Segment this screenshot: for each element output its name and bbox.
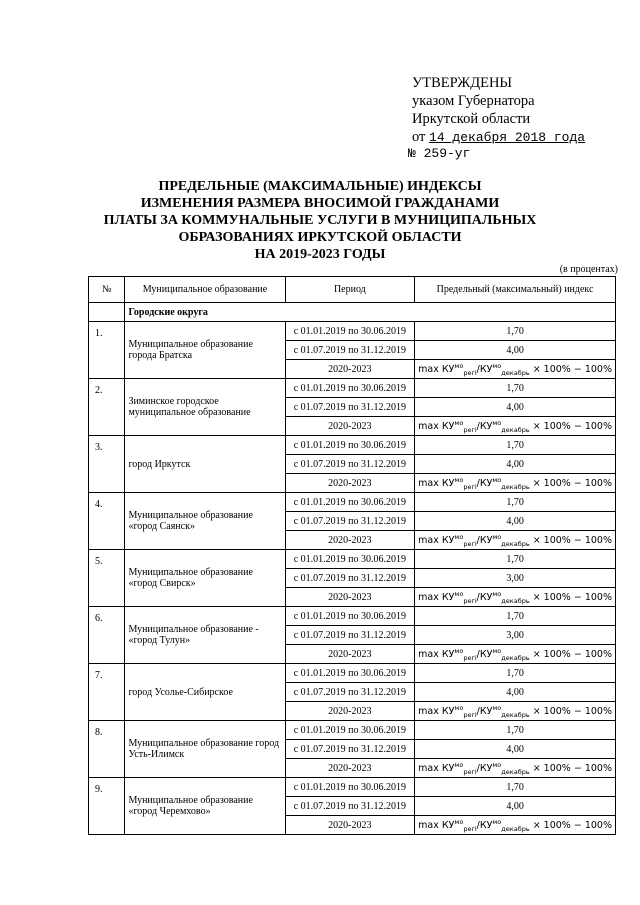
- period-cell: с 01.01.2019 по 30.06.2019: [285, 379, 415, 398]
- formula-sup1: мо: [454, 817, 464, 826]
- formula-sub1: регi: [463, 824, 477, 833]
- period-cell: 2020-2023: [285, 360, 415, 379]
- formula-sub2: декабрь: [501, 653, 530, 662]
- municipality-name: Муниципальное образование город Усть-Илимск: [125, 721, 285, 778]
- header-num: №: [89, 277, 125, 303]
- formula-tail: × 100% − 100%: [529, 363, 612, 375]
- index-value: 4,00: [415, 797, 616, 816]
- header-index: Предельный (максимальный) индекс: [415, 277, 616, 303]
- table-row: [89, 436, 616, 455]
- formula-sup1: мо: [454, 646, 464, 655]
- period-cell: 2020-2023: [285, 702, 415, 721]
- formula: [418, 703, 612, 719]
- period-cell: 2020-2023: [285, 816, 415, 835]
- index-formula: [415, 645, 616, 664]
- index-value: 1,70: [415, 379, 616, 398]
- formula: [418, 418, 612, 434]
- period-cell: 2020-2023: [285, 417, 415, 436]
- row-number: 9.: [89, 778, 125, 835]
- formula: [418, 475, 612, 491]
- formula-sub1: регi: [463, 539, 477, 548]
- approval-date-prefix: от: [412, 129, 426, 145]
- formula-slash: /КУ: [476, 420, 493, 432]
- index-value: 4,00: [415, 740, 616, 759]
- row-number: 4.: [89, 493, 125, 550]
- index-value: 4,00: [415, 398, 616, 417]
- formula: [418, 532, 612, 548]
- title-line-3: ПЛАТЫ ЗА КОММУНАЛЬНЫЕ УСЛУГИ В МУНИЦИПАЛЬНЫХ: [103, 213, 537, 228]
- index-value: 1,70: [415, 607, 616, 626]
- period-cell: с 01.01.2019 по 30.06.2019: [285, 493, 415, 512]
- index-formula: [415, 702, 616, 721]
- header-municipality: Муниципальное образование: [125, 277, 285, 303]
- municipality-name: город Усолье-Сибирское: [125, 664, 285, 721]
- period-cell: с 01.07.2019 по 31.12.2019: [285, 512, 415, 531]
- formula-slash: /КУ: [476, 534, 493, 546]
- index-formula: [415, 531, 616, 550]
- index-value: 1,70: [415, 664, 616, 683]
- formula-sub2: декабрь: [501, 767, 530, 776]
- formula-sup2: мо: [492, 589, 502, 598]
- formula-tail: × 100% − 100%: [529, 762, 612, 774]
- decree-number: № 259-уг: [408, 146, 471, 161]
- formula-sup1: мо: [454, 361, 464, 370]
- formula-slash: /КУ: [476, 762, 493, 774]
- approval-line-3: Иркутской области: [412, 111, 531, 127]
- formula-sup2: мо: [492, 760, 502, 769]
- table-row: [89, 322, 616, 341]
- index-value: 4,00: [415, 455, 616, 474]
- municipality-name: Муниципальное образование - «город Тулун»: [125, 607, 285, 664]
- period-cell: 2020-2023: [285, 531, 415, 550]
- municipality-name: Муниципальное образование «город Саянск»: [125, 493, 285, 550]
- period-cell: с 01.01.2019 по 30.06.2019: [285, 607, 415, 626]
- formula-tail: × 100% − 100%: [529, 591, 612, 603]
- period-cell: с 01.07.2019 по 31.12.2019: [285, 341, 415, 360]
- index-formula: [415, 816, 616, 835]
- table-row: [89, 379, 616, 398]
- title-line-2: ИЗМЕНЕНИЯ РАЗМЕРА ВНОСИМОЙ ГРАЖДАНАМИ: [140, 196, 500, 211]
- row-number: 1.: [89, 322, 125, 379]
- formula-sub1: регi: [463, 425, 477, 434]
- index-formula: [415, 759, 616, 778]
- formula-tail: × 100% − 100%: [529, 648, 612, 660]
- index-table: [88, 276, 616, 835]
- formula-max: max КУ: [418, 705, 455, 717]
- period-cell: 2020-2023: [285, 474, 415, 493]
- index-value: 1,70: [415, 493, 616, 512]
- approval-date: 14 декабря 2018 года: [429, 130, 586, 145]
- formula-sup1: мо: [454, 475, 464, 484]
- index-value: 1,70: [415, 322, 616, 341]
- formula-slash: /КУ: [476, 705, 493, 717]
- index-formula: [415, 417, 616, 436]
- formula-sub1: регi: [463, 767, 477, 776]
- formula-sup1: мо: [454, 418, 464, 427]
- formula: [418, 817, 612, 833]
- index-value: 1,70: [415, 550, 616, 569]
- period-cell: с 01.07.2019 по 31.12.2019: [285, 683, 415, 702]
- formula-sup1: мо: [454, 760, 464, 769]
- formula-sup1: мо: [454, 703, 464, 712]
- municipality-name: Муниципальное образование города Братска: [125, 322, 285, 379]
- formula-sup2: мо: [492, 703, 502, 712]
- formula-max: max КУ: [418, 534, 455, 546]
- index-value: 1,70: [415, 436, 616, 455]
- index-value: 4,00: [415, 683, 616, 702]
- index-value: 4,00: [415, 341, 616, 360]
- period-cell: 2020-2023: [285, 588, 415, 607]
- formula-max: max КУ: [418, 591, 455, 603]
- formula-sub1: регi: [463, 368, 477, 377]
- period-cell: с 01.01.2019 по 30.06.2019: [285, 664, 415, 683]
- index-value: 4,00: [415, 512, 616, 531]
- table-header-row: [89, 277, 616, 303]
- formula-slash: /КУ: [476, 477, 493, 489]
- period-cell: с 01.07.2019 по 31.12.2019: [285, 740, 415, 759]
- row-number: 3.: [89, 436, 125, 493]
- formula-sup2: мо: [492, 361, 502, 370]
- table-row: [89, 778, 616, 797]
- period-cell: с 01.07.2019 по 31.12.2019: [285, 569, 415, 588]
- approval-date-line: [412, 128, 585, 147]
- formula-sub1: регi: [463, 710, 477, 719]
- row-number: 6.: [89, 607, 125, 664]
- formula-sup2: мо: [492, 475, 502, 484]
- formula-max: max КУ: [418, 762, 455, 774]
- index-formula: [415, 474, 616, 493]
- table-row: [89, 664, 616, 683]
- row-number: 7.: [89, 664, 125, 721]
- formula-max: max КУ: [418, 363, 455, 375]
- formula-sub2: декабрь: [501, 710, 530, 719]
- period-cell: с 01.01.2019 по 30.06.2019: [285, 436, 415, 455]
- table-row: [89, 607, 616, 626]
- formula-sup2: мо: [492, 646, 502, 655]
- formula-sup2: мо: [492, 817, 502, 826]
- period-cell: с 01.07.2019 по 31.12.2019: [285, 626, 415, 645]
- period-cell: с 01.01.2019 по 30.06.2019: [285, 721, 415, 740]
- formula: [418, 589, 612, 605]
- row-number: 2.: [89, 379, 125, 436]
- approval-line-1: УТВЕРЖДЕНЫ: [412, 75, 513, 91]
- formula-tail: × 100% − 100%: [529, 420, 612, 432]
- period-cell: с 01.01.2019 по 30.06.2019: [285, 322, 415, 341]
- row-number: 8.: [89, 721, 125, 778]
- period-cell: 2020-2023: [285, 759, 415, 778]
- formula-sub1: регi: [463, 653, 477, 662]
- unit-note: (в процентах): [559, 264, 618, 275]
- formula-sub2: декабрь: [501, 596, 530, 605]
- period-cell: с 01.01.2019 по 30.06.2019: [285, 778, 415, 797]
- header-period: Период: [285, 277, 415, 303]
- table-row: [89, 493, 616, 512]
- formula-slash: /КУ: [476, 819, 493, 831]
- formula-max: max КУ: [418, 648, 455, 660]
- index-formula: [415, 588, 616, 607]
- approval-stamp: [412, 74, 585, 147]
- row-number: 5.: [89, 550, 125, 607]
- municipality-name: город Иркутск: [125, 436, 285, 493]
- formula-slash: /КУ: [476, 591, 493, 603]
- table-row: [89, 721, 616, 740]
- formula-tail: × 100% − 100%: [529, 819, 612, 831]
- period-cell: с 01.01.2019 по 30.06.2019: [285, 550, 415, 569]
- formula-sup1: мо: [454, 532, 464, 541]
- formula-sub2: декабрь: [501, 425, 530, 434]
- formula-slash: /КУ: [476, 648, 493, 660]
- formula-tail: × 100% − 100%: [529, 534, 612, 546]
- formula-sub2: декабрь: [501, 539, 530, 548]
- formula-max: max КУ: [418, 477, 455, 489]
- formula-tail: × 100% − 100%: [529, 477, 612, 489]
- title-line-4: ОБРАЗОВАНИЯХ ИРКУТСКОЙ ОБЛАСТИ: [178, 230, 462, 245]
- group-label: Городские округа: [125, 303, 616, 322]
- formula-sub2: декабрь: [501, 482, 530, 491]
- index-formula: [415, 360, 616, 379]
- document-title: [0, 178, 640, 263]
- formula-sub1: регi: [463, 482, 477, 491]
- formula-slash: /КУ: [476, 363, 493, 375]
- index-value: 3,00: [415, 569, 616, 588]
- municipality-name: Зиминское городское муниципальное образование: [125, 379, 285, 436]
- period-cell: с 01.07.2019 по 31.12.2019: [285, 455, 415, 474]
- index-value: 1,70: [415, 721, 616, 740]
- formula-max: max КУ: [418, 819, 455, 831]
- period-cell: с 01.07.2019 по 31.12.2019: [285, 398, 415, 417]
- municipality-name: Муниципальное образование «город Свирск»: [125, 550, 285, 607]
- index-value: 3,00: [415, 626, 616, 645]
- municipality-name: Муниципальное образование «город Черемхово»: [125, 778, 285, 835]
- formula-sub1: регi: [463, 596, 477, 605]
- group-spacer: [89, 303, 125, 322]
- formula-sub2: декабрь: [501, 368, 530, 377]
- group-row: [89, 303, 616, 322]
- formula-sub2: декабрь: [501, 824, 530, 833]
- title-line-1: ПРЕДЕЛЬНЫЕ (МАКСИМАЛЬНЫЕ) ИНДЕКСЫ: [158, 179, 482, 194]
- approval-line-2: указом Губернатора: [412, 93, 535, 109]
- formula-sup2: мо: [492, 532, 502, 541]
- formula-sup1: мо: [454, 589, 464, 598]
- formula-tail: × 100% − 100%: [529, 705, 612, 717]
- formula: [418, 760, 612, 776]
- formula: [418, 646, 612, 662]
- formula-sup2: мо: [492, 418, 502, 427]
- index-value: 1,70: [415, 778, 616, 797]
- formula-max: max КУ: [418, 420, 455, 432]
- title-line-5: НА 2019-2023 ГОДЫ: [254, 247, 386, 262]
- table-row: [89, 550, 616, 569]
- period-cell: с 01.07.2019 по 31.12.2019: [285, 797, 415, 816]
- formula: [418, 361, 612, 377]
- period-cell: 2020-2023: [285, 645, 415, 664]
